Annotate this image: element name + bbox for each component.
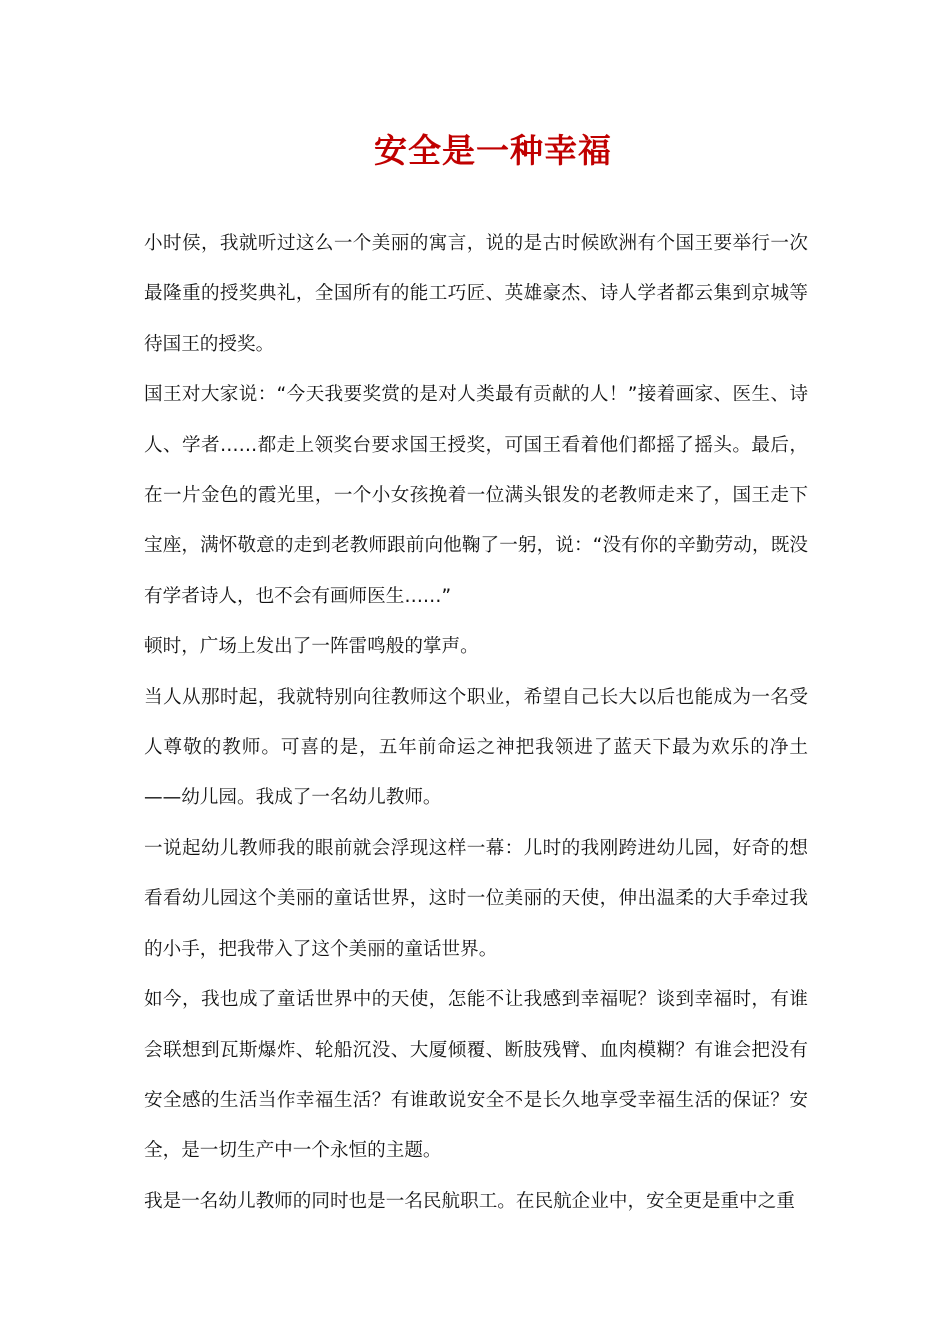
paragraph-7: 我是一名幼儿教师的同时也是一名民航职工。在民航企业中，安全更是重中之重 bbox=[144, 1190, 795, 1212]
document-title: 安全是一种幸福 bbox=[374, 131, 612, 170]
paragraph-1: 小时侯，我就听过这么一个美丽的寓言，说的是古时候欧洲有个国王要举行一次最隆重的授奖典礼，全国所有的能工巧匠、英雄豪杰、诗人学者都云集到京城等待国王的授奖。 bbox=[144, 233, 808, 355]
document-body bbox=[144, 219, 808, 1227]
paragraph-4: 当人从那时起，我就特别向往教师这个职业，希望自己长大以后也能成为一名受人尊敬的教师。可喜的是，五年前命运之神把我领进了蓝天下最为欢乐的净土——幼儿园。我成了一名幼儿教师。 bbox=[144, 686, 808, 809]
paragraph-6: 如今，我也成了童话世界中的天使，怎能不让我感到幸福呢？谈到幸福时，有谁会联想到瓦斯爆炸、轮船沉没、大厦倾覆、断肢残臂、血肉模糊？有谁会把没有安全感的生活当作幸福生活？有谁敢说安全不是长久地享受幸福生活的保证？安全，是一切生产中一个永恒的主题。 bbox=[144, 989, 808, 1162]
paragraph-5: 一说起幼儿教师我的眼前就会浮现这样一幕：儿时的我刚跨进幼儿园，好奇的想看看幼儿园这个美丽的童话世界，这时一位美丽的天使，伸出温柔的大手牵过我的小手，把我带入了这个美丽的童话世界。 bbox=[144, 837, 808, 960]
paragraph-2: 国王对大家说：“今天我要奖赏的是对人类最有贡献的人！”接着画家、医生、诗人、学者……都走上领奖台要求国王授奖，可国王看着他们都摇了摇头。最后，在一片金色的霞光里，一个小女孩挽着一位满头银发的老教师走来了，国王走下宝座，满怀敬意的走到老教师跟前向他鞠了一躬，说：“没有你的辛勤劳动，既没有学者诗人，也不会有画师医生……” bbox=[144, 384, 808, 607]
paragraph-3: 顿时，广场上发出了一阵雷鸣般的掌声。 bbox=[144, 636, 479, 658]
